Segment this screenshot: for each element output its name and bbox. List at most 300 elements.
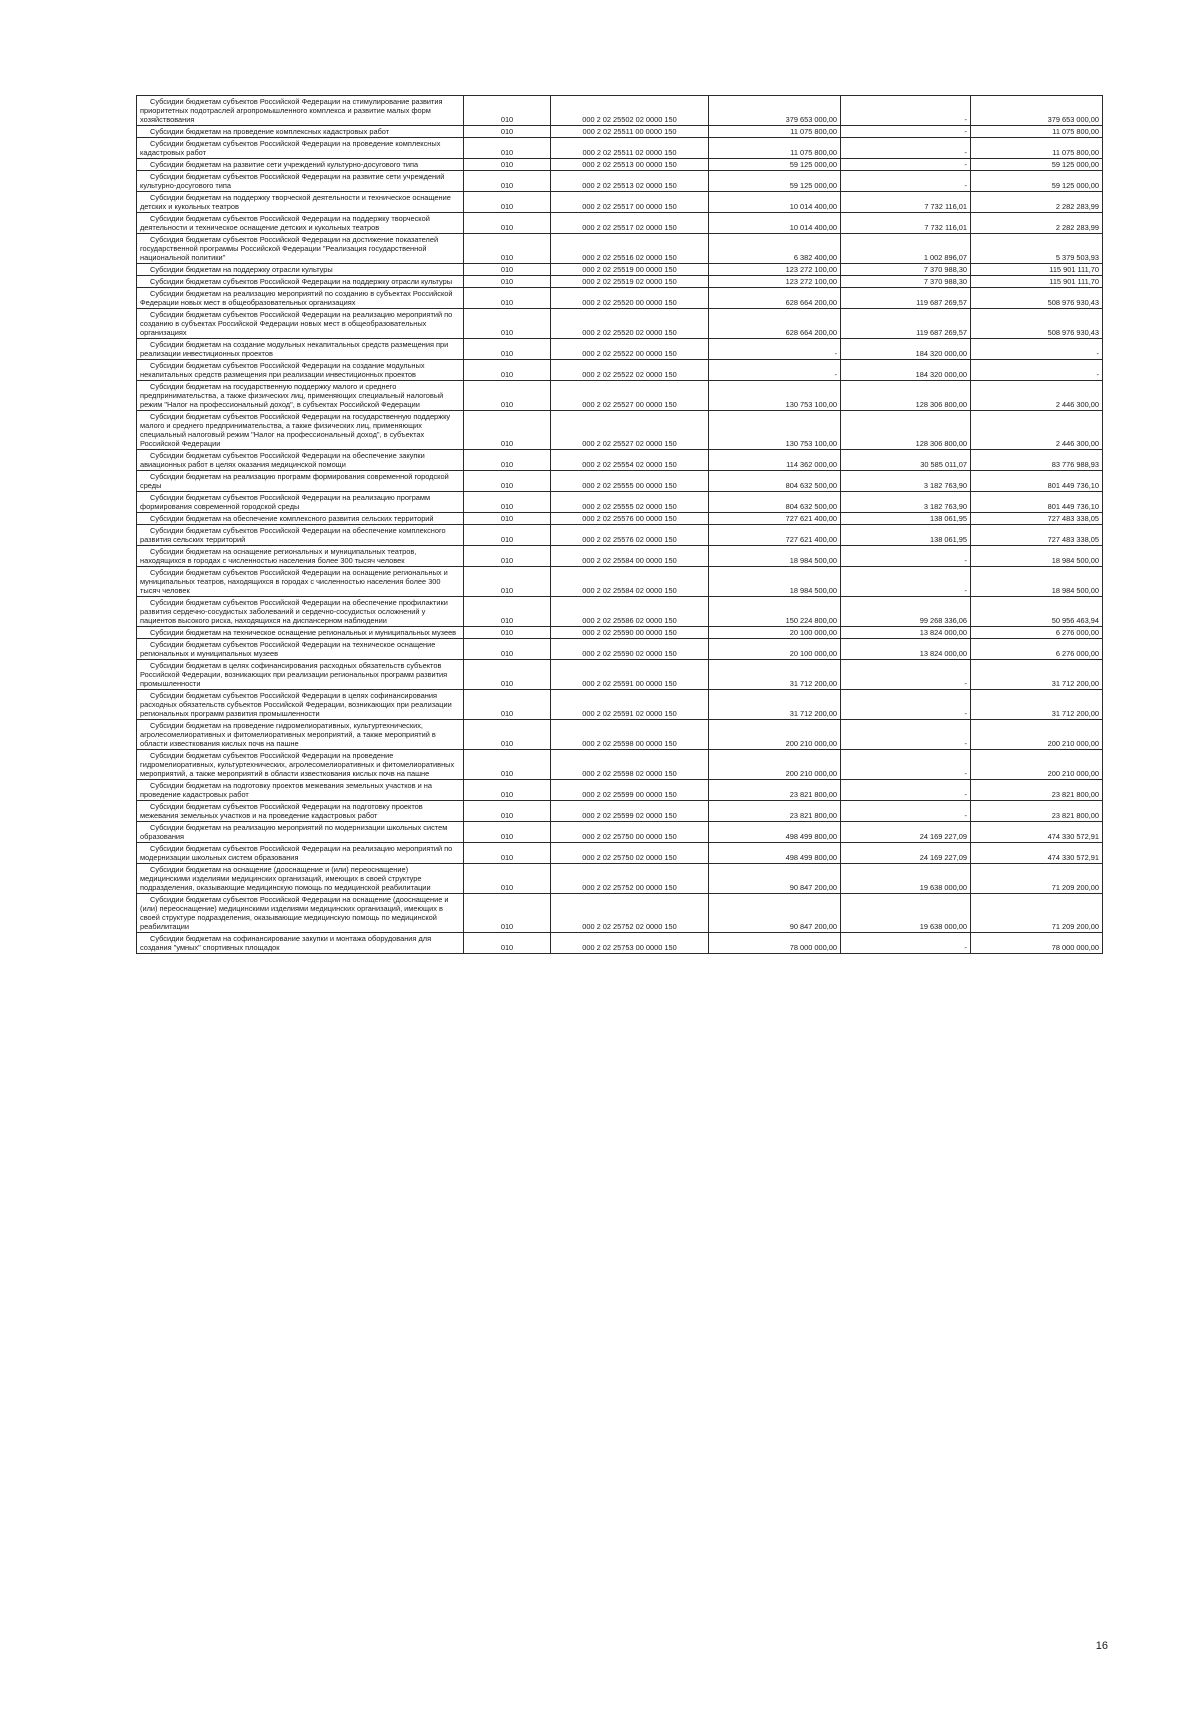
row-executed-cell: 13 824 000,00 [841,639,971,660]
row-code-cell: 010 [464,309,551,339]
table-row [137,234,1103,264]
row-name-text: Субсидии бюджетам на государственную поддержку малого и среднего предпринимательства, а также физических лиц, применяющих специальный налоговый режим "Налог на профессиональный доход", в субъектах Российской Федерации [140,382,444,409]
row-kbk-cell: 000 2 02 25576 02 0000 150 [551,525,709,546]
row-code-cell: 010 [464,750,551,780]
row-code-cell: 010 [464,288,551,309]
row-approved-cell: 10 014 400,00 [709,213,841,234]
row-executed-cell: 24 169 227,09 [841,822,971,843]
row-code-cell: 010 [464,513,551,525]
table-row [137,381,1103,411]
row-remaining-cell: 2 282 283,99 [971,213,1103,234]
row-name-cell [137,933,464,954]
row-code-cell: 010 [464,339,551,360]
row-code-cell: 010 [464,690,551,720]
row-executed-cell: - [841,780,971,801]
row-approved-cell: 114 362 000,00 [709,450,841,471]
row-executed-cell: 24 169 227,09 [841,843,971,864]
table-row [137,780,1103,801]
row-remaining-cell: 50 956 463,94 [971,597,1103,627]
row-executed-cell: - [841,96,971,126]
row-remaining-cell: 200 210 000,00 [971,750,1103,780]
row-kbk-cell: 000 2 02 25591 02 0000 150 [551,690,709,720]
row-code-cell: 010 [464,864,551,894]
table-row [137,192,1103,213]
row-name-text: Субсидии бюджетам субъектов Российской Федерации на оснащение региональных и муниципальных театров, находящихся в городах с численностью населения более 300 тысяч человек [140,568,448,595]
row-name-cell [137,546,464,567]
row-approved-cell: 804 632 500,00 [709,492,841,513]
row-name-cell [137,525,464,546]
row-approved-cell: 200 210 000,00 [709,750,841,780]
row-kbk-cell: 000 2 02 25599 00 0000 150 [551,780,709,801]
row-approved-cell: 200 210 000,00 [709,720,841,750]
table-row [137,276,1103,288]
row-name-cell [137,822,464,843]
row-name-text: Субсидии бюджетам на обеспечение комплексного развития сельских территорий [150,514,434,523]
row-name-cell [137,264,464,276]
row-code-cell: 010 [464,276,551,288]
row-kbk-cell: 000 2 02 25586 02 0000 150 [551,597,709,627]
row-executed-cell: - [841,750,971,780]
row-code-cell: 010 [464,720,551,750]
table-row [137,750,1103,780]
row-remaining-cell: 801 449 736,10 [971,471,1103,492]
row-remaining-cell: 115 901 111,70 [971,264,1103,276]
row-name-cell [137,411,464,450]
row-name-text: Субсидии бюджетам на проведение гидромелиоративных, культуртехнических, агролесомелиоративных и фитомелиоративных мероприятий, а также мероприятий в области известкования кислых почв на пашне [140,721,436,748]
row-code-cell: 010 [464,234,551,264]
row-kbk-cell: 000 2 02 25511 00 0000 150 [551,126,709,138]
row-kbk-cell: 000 2 02 25598 02 0000 150 [551,750,709,780]
row-name-cell [137,96,464,126]
row-name-text: Субсидии бюджетам субъектов Российской Федерации на обеспечение комплексного развития сельских территорий [140,526,446,544]
row-approved-cell: 31 712 200,00 [709,660,841,690]
row-name-cell [137,171,464,192]
row-name-text: Субсидии бюджетам субъектов Российской Федерации на проведение гидромелиоративных, культуртехнических, агролесомелиоративных и фитомелиоративных мероприятий, а также мероприятий в области известкования кислых почв на пашне [140,751,455,778]
table-row [137,96,1103,126]
row-name-text: Субсидия бюджетам субъектов Российской Федерации на достижение показателей государственной программы Российской Федерации "Реализация государственной национальной политики" [140,235,439,262]
row-kbk-cell: 000 2 02 25555 00 0000 150 [551,471,709,492]
row-code-cell: 010 [464,801,551,822]
row-code-cell: 010 [464,360,551,381]
row-executed-cell: - [841,171,971,192]
row-executed-cell: 138 061,95 [841,513,971,525]
row-name-cell [137,450,464,471]
row-name-text: Субсидии бюджетам субъектов Российской Федерации на подготовку проектов межевания земельных участков и на проведение кадастровых работ [140,802,423,820]
row-name-cell [137,660,464,690]
table-row [137,138,1103,159]
row-code-cell: 010 [464,471,551,492]
row-remaining-cell: 200 210 000,00 [971,720,1103,750]
row-name-cell [137,276,464,288]
row-approved-cell: 59 125 000,00 [709,171,841,192]
row-name-text: Субсидии бюджетам на техническое оснащение региональных и муниципальных музеев [150,628,457,637]
row-remaining-cell: 59 125 000,00 [971,159,1103,171]
row-approved-cell: 628 664 200,00 [709,288,841,309]
row-executed-cell: 13 824 000,00 [841,627,971,639]
row-code-cell: 010 [464,597,551,627]
row-code-cell: 010 [464,933,551,954]
row-remaining-cell: 71 209 200,00 [971,864,1103,894]
row-kbk-cell: 000 2 02 25752 00 0000 150 [551,864,709,894]
table-row [137,159,1103,171]
row-name-text: Субсидии бюджетам на подготовку проектов межевания земельных участков и на проведение кадастровых работ [140,781,432,799]
row-code-cell: 010 [464,822,551,843]
row-remaining-cell: 6 276 000,00 [971,627,1103,639]
row-executed-cell: - [841,690,971,720]
row-name-text: Субсидии бюджетам на поддержку творческой деятельности и техническое оснащение детских и кукольных театров [140,193,451,211]
row-code-cell: 010 [464,192,551,213]
row-remaining-cell: 379 653 000,00 [971,96,1103,126]
row-name-cell [137,126,464,138]
row-remaining-cell: 727 483 338,05 [971,513,1103,525]
table-row [137,264,1103,276]
row-kbk-cell: 000 2 02 25513 00 0000 150 [551,159,709,171]
row-kbk-cell: 000 2 02 25511 02 0000 150 [551,138,709,159]
table-row [137,513,1103,525]
row-code-cell: 010 [464,213,551,234]
row-kbk-cell: 000 2 02 25591 00 0000 150 [551,660,709,690]
row-name-cell [137,597,464,627]
page-number: 16 [1095,1640,1108,1652]
row-executed-cell: 128 306 800,00 [841,411,971,450]
row-remaining-cell: 6 276 000,00 [971,639,1103,660]
table-row [137,126,1103,138]
table-row [137,933,1103,954]
row-name-cell [137,627,464,639]
table-row [137,288,1103,309]
report-sheet [136,95,1102,954]
row-name-text: Субсидии бюджетам субъектов Российской Федерации на реализацию мероприятий по модернизации школьных систем образования [140,844,453,862]
row-remaining-cell: 474 330 572,91 [971,822,1103,843]
row-name-text: Субсидии бюджетам субъектов Российской Федерации на оснащение (дооснащение и (или) переоснащение) медицинскими изделиями медицинских организаций, имеющих в своей структуре подразделения, оказывающие медицинскую помощь по медицинской реабилитации [140,895,449,931]
row-code-cell: 010 [464,264,551,276]
row-executed-cell: 138 061,95 [841,525,971,546]
table-row [137,339,1103,360]
row-approved-cell: 20 100 000,00 [709,639,841,660]
row-executed-cell: 19 638 000,00 [841,864,971,894]
row-executed-cell: - [841,801,971,822]
row-approved-cell: 498 499 800,00 [709,822,841,843]
row-executed-cell: 119 687 269,57 [841,288,971,309]
row-name-text: Субсидии бюджетам на создание модульных некапитальных средств размещения при реализации инвестиционных проектов [140,340,449,358]
row-code-cell: 010 [464,138,551,159]
row-executed-cell: 30 585 011,07 [841,450,971,471]
row-name-text: Субсидии бюджетам субъектов Российской Федерации на обеспечение закупки авиационных работ в целях оказания медицинской помощи [140,451,425,469]
row-remaining-cell: 31 712 200,00 [971,660,1103,690]
row-remaining-cell: 71 209 200,00 [971,894,1103,933]
row-kbk-cell: 000 2 02 25516 02 0000 150 [551,234,709,264]
row-kbk-cell: 000 2 02 25517 00 0000 150 [551,192,709,213]
row-name-text: Субсидии бюджетам субъектов Российской Федерации на реализацию программ формирования современной городской среды [140,493,431,511]
budget-table [136,95,1103,954]
row-kbk-cell: 000 2 02 25599 02 0000 150 [551,801,709,822]
row-approved-cell: 804 632 500,00 [709,471,841,492]
row-remaining-cell: 59 125 000,00 [971,171,1103,192]
row-name-text: Субсидии бюджетам на развитие сети учреждений культурно-досугового типа [150,160,419,169]
row-name-cell [137,843,464,864]
row-name-cell [137,492,464,513]
row-code-cell: 010 [464,660,551,690]
row-name-cell [137,720,464,750]
row-remaining-cell: 508 976 930,43 [971,288,1103,309]
row-code-cell: 010 [464,450,551,471]
row-kbk-cell: 000 2 02 25522 00 0000 150 [551,339,709,360]
row-approved-cell: 18 984 500,00 [709,546,841,567]
row-name-text: Субсидии бюджетам субъектов Российской Федерации на техническое оснащение региональных и муниципальных музеев [140,640,436,658]
row-name-cell [137,750,464,780]
row-executed-cell: 1 002 896,07 [841,234,971,264]
row-approved-cell: 23 821 800,00 [709,801,841,822]
row-code-cell: 010 [464,780,551,801]
row-approved-cell: 130 753 100,00 [709,411,841,450]
row-name-cell [137,159,464,171]
table-row [137,894,1103,933]
row-approved-cell: 130 753 100,00 [709,381,841,411]
row-executed-cell: 19 638 000,00 [841,894,971,933]
row-executed-cell: 3 182 763,90 [841,471,971,492]
row-kbk-cell: 000 2 02 25753 00 0000 150 [551,933,709,954]
row-name-cell [137,309,464,339]
row-kbk-cell: 000 2 02 25520 00 0000 150 [551,288,709,309]
row-name-text: Субсидии бюджетам на реализацию мероприятий по созданию в субъектах Российской Федерации новых мест в общеобразовательных организациях [140,289,453,307]
table-row [137,213,1103,234]
row-name-text: Субсидии бюджетам на реализацию программ формирования современной городской среды [140,472,449,490]
row-name-cell [137,339,464,360]
row-remaining-cell: - [971,339,1103,360]
row-remaining-cell: 474 330 572,91 [971,843,1103,864]
row-name-text: Субсидии бюджетам субъектов Российской Федерации на поддержку отрасли культуры [150,277,453,286]
row-approved-cell: 6 382 400,00 [709,234,841,264]
row-executed-cell: - [841,567,971,597]
row-name-cell [137,690,464,720]
row-kbk-cell: 000 2 02 25590 00 0000 150 [551,627,709,639]
row-name-text: Субсидии бюджетам на поддержку отрасли культуры [150,265,333,274]
row-remaining-cell: 18 984 500,00 [971,567,1103,597]
row-name-cell [137,780,464,801]
row-executed-cell: - [841,933,971,954]
row-approved-cell: 78 000 000,00 [709,933,841,954]
row-kbk-cell: 000 2 02 25519 00 0000 150 [551,264,709,276]
row-executed-cell: 128 306 800,00 [841,381,971,411]
row-executed-cell: - [841,159,971,171]
row-name-cell [137,864,464,894]
row-approved-cell: 628 664 200,00 [709,309,841,339]
row-kbk-cell: 000 2 02 25598 00 0000 150 [551,720,709,750]
row-name-text: Субсидии бюджетам субъектов Российской Федерации в целях софинансирования расходных обязательств субъектов Российской Федерации, возникающих при реализации региональных программ развития промышленности [140,691,452,718]
table-row [137,450,1103,471]
table-row [137,492,1103,513]
row-executed-cell: - [841,546,971,567]
row-approved-cell: 90 847 200,00 [709,894,841,933]
row-approved-cell: 59 125 000,00 [709,159,841,171]
row-kbk-cell: 000 2 02 25750 00 0000 150 [551,822,709,843]
row-approved-cell: 123 272 100,00 [709,276,841,288]
row-remaining-cell: 23 821 800,00 [971,780,1103,801]
table-row [137,597,1103,627]
row-remaining-cell: - [971,360,1103,381]
row-remaining-cell: 801 449 736,10 [971,492,1103,513]
row-name-cell [137,234,464,264]
row-executed-cell: 184 320 000,00 [841,339,971,360]
row-approved-cell: 379 653 000,00 [709,96,841,126]
table-row [137,660,1103,690]
row-code-cell: 010 [464,126,551,138]
row-name-cell [137,894,464,933]
row-name-cell [137,360,464,381]
row-approved-cell: 727 621 400,00 [709,513,841,525]
row-code-cell: 010 [464,492,551,513]
row-code-cell: 010 [464,567,551,597]
row-remaining-cell: 5 379 503,93 [971,234,1103,264]
table-row [137,822,1103,843]
row-remaining-cell: 508 976 930,43 [971,309,1103,339]
table-row [137,639,1103,660]
row-remaining-cell: 727 483 338,05 [971,525,1103,546]
row-code-cell: 010 [464,381,551,411]
row-kbk-cell: 000 2 02 25554 02 0000 150 [551,450,709,471]
row-remaining-cell: 11 075 800,00 [971,126,1103,138]
row-kbk-cell: 000 2 02 25590 02 0000 150 [551,639,709,660]
row-kbk-cell: 000 2 02 25517 02 0000 150 [551,213,709,234]
row-name-cell [137,381,464,411]
row-remaining-cell: 78 000 000,00 [971,933,1103,954]
row-approved-cell: 727 621 400,00 [709,525,841,546]
row-executed-cell: 3 182 763,90 [841,492,971,513]
row-approved-cell: 11 075 800,00 [709,138,841,159]
row-approved-cell: 31 712 200,00 [709,690,841,720]
row-kbk-cell: 000 2 02 25752 02 0000 150 [551,894,709,933]
row-kbk-cell: 000 2 02 25519 02 0000 150 [551,276,709,288]
row-name-cell [137,513,464,525]
row-approved-cell: - [709,339,841,360]
row-kbk-cell: 000 2 02 25527 00 0000 150 [551,381,709,411]
row-kbk-cell: 000 2 02 25555 02 0000 150 [551,492,709,513]
row-name-text: Субсидии бюджетам субъектов Российской Федерации на обеспечение профилактики развития сердечно-сосудистых заболеваний и сердечно-сосудистых осложнений у пациентов высокого риска, находящихся на диспансерном наблюдении [140,598,448,625]
table-row [137,720,1103,750]
row-executed-cell: 7 370 988,30 [841,264,971,276]
row-code-cell: 010 [464,159,551,171]
row-name-text: Субсидии бюджетам субъектов Российской Федерации на государственную поддержку малого и среднего предпринимательства, а также физических лиц, применяющих специальный налоговый режим "Налог на профессиональный доход", в субъектах Российской Федерации [140,412,451,448]
row-name-text: Субсидии бюджетам субъектов Российской Федерации на стимулирование развития приоритетных подотраслей агропромышленного комплекса и развитие малых форм хозяйствования [140,97,443,124]
row-kbk-cell: 000 2 02 25502 02 0000 150 [551,96,709,126]
row-remaining-cell: 2 446 300,00 [971,381,1103,411]
row-name-cell [137,801,464,822]
row-code-cell: 010 [464,639,551,660]
table-row [137,567,1103,597]
table-row [137,627,1103,639]
row-code-cell: 010 [464,843,551,864]
row-remaining-cell: 115 901 111,70 [971,276,1103,288]
row-remaining-cell: 23 821 800,00 [971,801,1103,822]
row-name-text: Субсидии бюджетам субъектов Российской Федерации на поддержку творческой деятельности и техническое оснащение детских и кукольных театров [140,214,430,232]
row-executed-cell: 184 320 000,00 [841,360,971,381]
row-name-text: Субсидии бюджетам на реализацию мероприятий по модернизации школьных систем образования [140,823,448,841]
row-name-text: Субсидии бюджетам субъектов Российской Федерации на проведение комплексных кадастровых работ [140,139,441,157]
row-remaining-cell: 31 712 200,00 [971,690,1103,720]
row-approved-cell: 90 847 200,00 [709,864,841,894]
row-executed-cell: 99 268 336,06 [841,597,971,627]
row-kbk-cell: 000 2 02 25750 02 0000 150 [551,843,709,864]
row-approved-cell: 123 272 100,00 [709,264,841,276]
row-name-text: Субсидии бюджетам на софинансирование закупки и монтажа оборудования для создания "умных" спортивных площадок [140,934,432,952]
row-name-text: Субсидии бюджетам субъектов Российской Федерации на создание модульных некапитальных средств размещения при реализации инвестиционных проектов [140,361,425,379]
row-name-cell [137,639,464,660]
row-name-cell [137,138,464,159]
row-approved-cell: 498 499 800,00 [709,843,841,864]
row-name-cell [137,567,464,597]
row-executed-cell: 119 687 269,57 [841,309,971,339]
row-executed-cell: - [841,720,971,750]
row-code-cell: 010 [464,96,551,126]
row-remaining-cell: 11 075 800,00 [971,138,1103,159]
row-name-cell [137,192,464,213]
row-code-cell: 010 [464,411,551,450]
row-name-cell [137,213,464,234]
row-kbk-cell: 000 2 02 25522 02 0000 150 [551,360,709,381]
row-kbk-cell: 000 2 02 25513 02 0000 150 [551,171,709,192]
table-row [137,471,1103,492]
table-row [137,360,1103,381]
row-approved-cell: 150 224 800,00 [709,597,841,627]
row-name-cell [137,471,464,492]
table-row [137,411,1103,450]
table-row [137,546,1103,567]
row-approved-cell: 10 014 400,00 [709,192,841,213]
row-kbk-cell: 000 2 02 25584 02 0000 150 [551,567,709,597]
row-name-cell [137,288,464,309]
row-executed-cell: - [841,660,971,690]
row-code-cell: 010 [464,546,551,567]
row-name-text: Субсидии бюджетам субъектов Российской Федерации на развитие сети учреждений культурно-досугового типа [140,172,445,190]
row-name-text: Субсидии бюджетам субъектов Российской Федерации на реализацию мероприятий по созданию в субъектах Российской Федерации новых мест в общеобразовательных организациях [140,310,453,337]
row-remaining-cell: 18 984 500,00 [971,546,1103,567]
row-kbk-cell: 000 2 02 25527 02 0000 150 [551,411,709,450]
row-executed-cell: - [841,138,971,159]
row-code-cell: 010 [464,894,551,933]
row-code-cell: 010 [464,525,551,546]
table-row [137,525,1103,546]
row-executed-cell: 7 732 116,01 [841,213,971,234]
row-code-cell: 010 [464,627,551,639]
row-kbk-cell: 000 2 02 25584 00 0000 150 [551,546,709,567]
row-approved-cell: 23 821 800,00 [709,780,841,801]
row-approved-cell: - [709,360,841,381]
row-approved-cell: 11 075 800,00 [709,126,841,138]
table-row [137,171,1103,192]
table-row [137,843,1103,864]
table-row [137,864,1103,894]
row-executed-cell: - [841,126,971,138]
row-remaining-cell: 83 776 988,93 [971,450,1103,471]
row-remaining-cell: 2 282 283,99 [971,192,1103,213]
budget-table-body [137,96,1103,954]
table-row [137,801,1103,822]
row-approved-cell: 20 100 000,00 [709,627,841,639]
row-name-text: Субсидии бюджетам на проведение комплексных кадастровых работ [150,127,390,136]
table-row [137,309,1103,339]
table-row [137,690,1103,720]
row-code-cell: 010 [464,171,551,192]
row-remaining-cell: 2 446 300,00 [971,411,1103,450]
row-name-text: Субсидии бюджетам на оснащение региональных и муниципальных театров, находящихся в городах с численностью населения более 300 тысяч человек [140,547,417,565]
row-name-text: Субсидии бюджетам в целях софинансирования расходных обязательств субъектов Российской Федерации, возникающих при реализации региональных программ развития промышленности [140,661,448,688]
row-name-text: Субсидии бюджетам на оснащение (дооснащение и (или) переоснащение) медицинскими изделиями медицинских организаций, имеющих в своей структуре подразделения, оказывающие медицинскую помощь по медицинской реабилитации [140,865,431,892]
row-kbk-cell: 000 2 02 25576 00 0000 150 [551,513,709,525]
row-executed-cell: 7 370 988,30 [841,276,971,288]
row-kbk-cell: 000 2 02 25520 02 0000 150 [551,309,709,339]
row-executed-cell: 7 732 116,01 [841,192,971,213]
row-approved-cell: 18 984 500,00 [709,567,841,597]
